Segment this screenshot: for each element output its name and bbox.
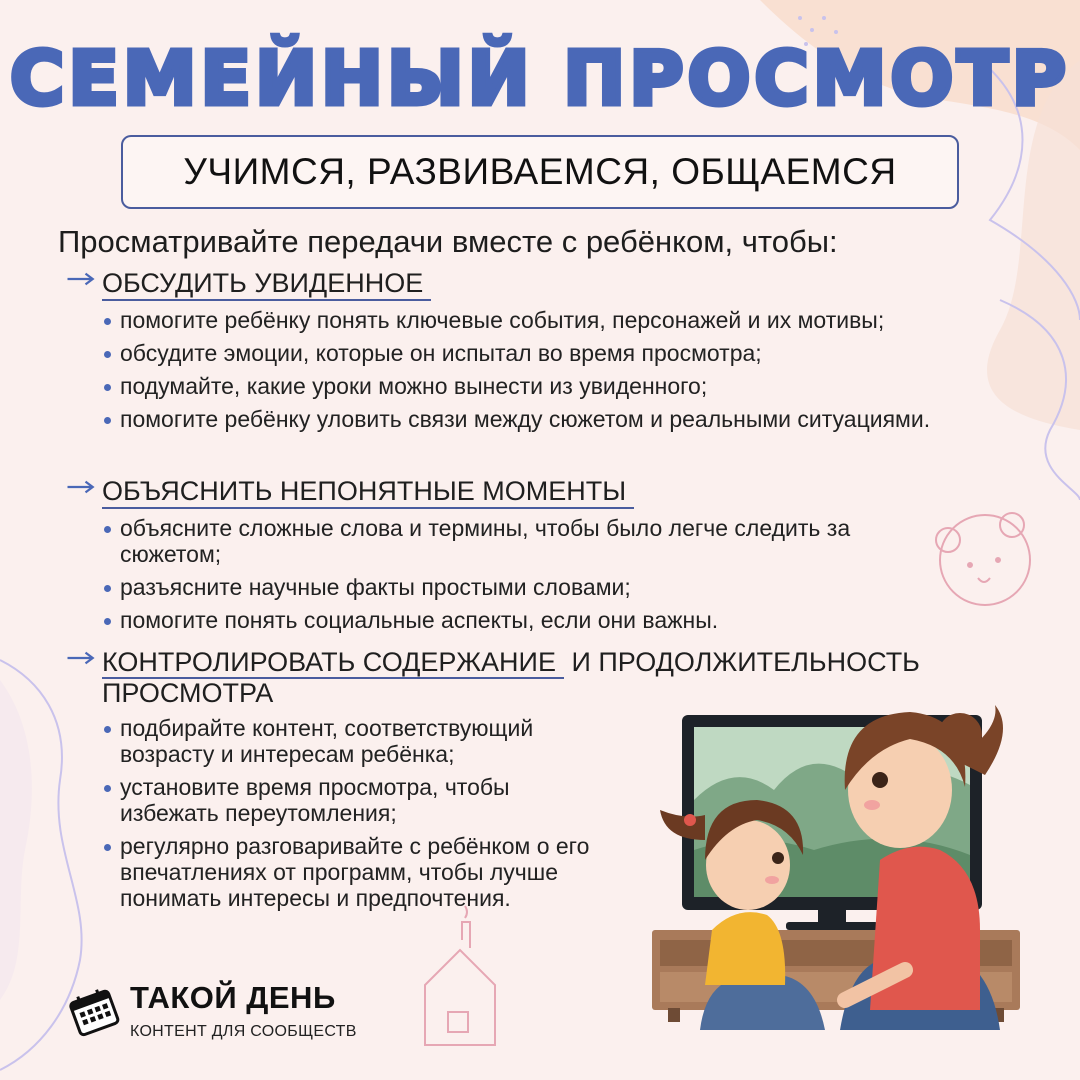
section-heading-underlined: ОБЪЯСНИТЬ НЕПОНЯТНЫЕ МОМЕНТЫ (102, 476, 634, 509)
intro-text: Просматривайте передачи вместе с ребёнком, чтобы: (58, 224, 838, 259)
list-item: помогите ребёнку уловить связи между сюжетом и реальными ситуациями. (60, 406, 990, 432)
list-item: обсудите эмоции, которые он испытал во время просмотра; (60, 340, 990, 366)
list-item: разъясните научные факты простыми словами; (60, 574, 880, 600)
section-heading-rest: И ПРОДОЛЖИТЕЛЬНОСТЬ ПРОСМОТРА (102, 647, 920, 708)
list-item: установите время просмотра, чтобы избежать переутомления; (60, 774, 560, 826)
list-item: регулярно разговаривайте с ребёнком о его впечатлениях от программ, чтобы лучше понимать интересы и предпочтения. (60, 833, 620, 911)
section-heading-underlined: КОНТРОЛИРОВАТЬ СОДЕРЖАНИЕ (102, 647, 564, 679)
list-item: объясните сложные слова и термины, чтобы было легче следить за сюжетом; (60, 515, 880, 567)
subtitle: УЧИМСЯ, РАЗВИВАЕМСЯ, ОБЩАЕМСЯ (183, 151, 897, 192)
list-item: подбирайте контент, соответствующий возрасту и интересам ребёнка; (60, 715, 625, 767)
brand-logo (66, 982, 357, 1041)
calendar-icon (66, 984, 122, 1040)
brand-name: ТАКОЙ ДЕНЬ (130, 980, 336, 1015)
page-title: СЕМЕЙНЫЙ ПРОСМОТР (10, 36, 1070, 122)
list-item: подумайте, какие уроки можно вынести из увиденного; (60, 373, 990, 399)
brand-tagline: КОНТЕНТ ДЛЯ СООБЩЕСТВ (130, 1023, 357, 1040)
list-item: помогите ребёнку понять ключевые события, персонажей и их мотивы; (60, 307, 990, 333)
list-item: помогите понять социальные аспекты, если они важны. (60, 607, 880, 633)
section-heading-underlined: ОБСУДИТЬ УВИДЕННОЕ (102, 268, 431, 301)
